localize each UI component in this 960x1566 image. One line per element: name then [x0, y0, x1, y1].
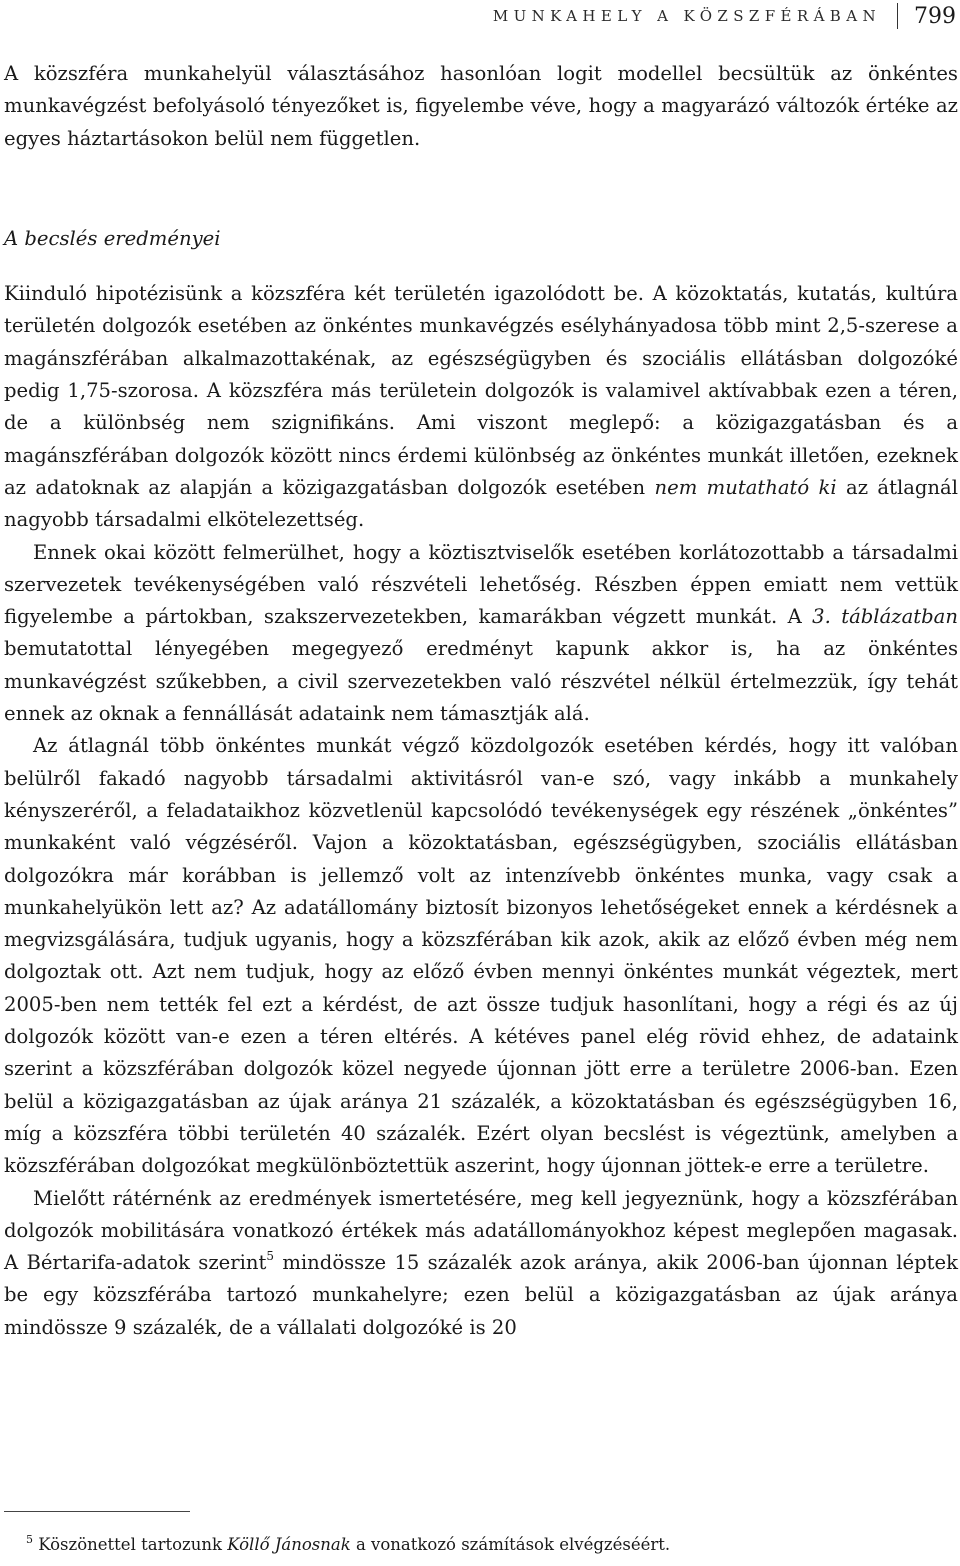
running-title: MUNKAHELY A KÖZSZFÉRÁBAN [492, 7, 881, 25]
section-heading: A becslés eredményei [4, 226, 221, 250]
body-text [4, 58, 958, 1344]
footnote [26, 1534, 670, 1556]
footnote-reference: 5 [266, 1249, 275, 1264]
paragraph-3-text: Ennek okai között felmerülhet, hogy a köztisztviselők esetében korlátozottabb a társadalmi szervezetek tevékenységében való részvételi lehetőség. Részben éppen emiatt nem vettük figyelembe a pártokban, szakszervezetekben, kamarákban végzett munkát. A [4, 540, 958, 629]
paragraph-2-text-end: az átlagnál nagyobb társadalmi elkötelezettség. [4, 475, 958, 532]
paragraph-3-text-end: bemutatottal lényegében megegyező eredményt kapunk akkor is, ha az önkéntes munkavégzést szűkebben, a civil szervezetekben való részvétel nélkül értelmezzük, így tehát ennek az oknak a fennállását adataink nem támasztják alá. [4, 637, 958, 726]
paragraph-5-text: Mielőtt rátérnénk az eredmények ismertetésére, meg kell jegyeznünk, hogy a közszférában dolgozók mobilitására vonatkozó értékek más adatállományokhoz képest meglepően magasak. A Bértarifa-adatok szerint [4, 1186, 958, 1275]
paragraph-1: A közszféra munkahelyül választásához hasonlóan logit modellel becsültük az önkéntes munkavégzést befolyásoló tényezőket is, figyelembe véve, hogy a magyarázó változók értéke az egyes háztartásokon belül nem független. [4, 62, 958, 150]
footnote-name: Köllő Jánosnak [227, 1535, 351, 1554]
running-header [493, 4, 956, 28]
paragraph-2-emphasis: nem mutatható ki [654, 475, 837, 499]
paragraph-5-text-end: mindössze 15 százalék azok aránya, akik 2006-ban újonnan léptek be egy közszférába tartozó munkahelyre; ezen belül a közigazgatásban az újak aránya mindössze 9 százalék, de a vállalati dolgozóké is 20 [4, 1251, 958, 1339]
paragraph-2 [4, 278, 958, 536]
paragraph-5 [4, 1183, 958, 1344]
paragraph-4: Az átlagnál több önkéntes munkát végző közdolgozók esetében kérdés, hogy itt valóban belülről fakadó nagyobb társadalmi aktivitásról van-e szó, vagy inkább a munkahely kényszeréről, a feladataikhoz közvetlenül kapcsolódó tevékenységek egy részének „önkéntes” munkaként való végzéséről. Vajon a közoktatásban, egészségügyben, szociális ellátásban dolgozókra már korábban is jellemző volt az intenzívebb önkéntes munka, vagy csak a munkahelyükön lett az? Az adatállomány biztosít bizonyos lehetőségeket ennek a kérdésnek a megvizsgálására, tudjuk ugyanis, hogy a közszférában kik azok, akik az előző évben még nem dolgoztak ott. Azt nem tudjuk, hogy az előző évben mennyi önkéntes munkát végeztek, mert 2005-ben nem tették fel ezt a kérdést, de azt össze tudjuk hasonlítani, hogy a régi és az új dolgozók között van-e ezen a téren eltérés. A kétéves panel elég rövid ehhez, de adataink szerint a közszférában dolgozók közel negyede újonnan jött erre a területre 2006-ban. Ezen belül a közigazgatásban az újak aránya 21 százalék, a közoktatásban és egészségügyben 16, míg a közszféra többi területén 40 százalék. Ezért olyan becslést is végeztünk, amelyben a közszférában dolgozókat megkülönböztettük aszerint, hogy újonnan jöttek-e erre a területre. [4, 734, 958, 1178]
paragraph-2-text: Kiinduló hipotézisünk a közszféra két területén igazolódott be. A közoktatás, kutatás, kultúra területén dolgozók esetében az önkéntes munkavégzés esélyhányadosa több mint 2,5-szerese a magánszférában alkalmazottakénak, az egészségügyben és szociális ellátásban dolgozóké pedig 1,75-szorosa. A közszféra más területein dolgozók is valamivel aktívabbak ezen a téren, de a különbség nem szignifikáns. Ami viszont meglepő: a közigazgatásban és a magánszférában dolgozók között nincs érdemi különbség az önkéntes munkát illetően, ezeknek az adatoknak az alapján a közigazgatásban dolgozók esetében [4, 282, 958, 499]
footnote-separator [4, 1511, 190, 1512]
page-number: 799 [914, 3, 956, 29]
footnote-text: Köszönettel tartozunk [33, 1535, 228, 1554]
footnote-marker: 5 [26, 1533, 33, 1546]
paragraph-3 [4, 537, 958, 731]
table-reference: 3. táblázatban [812, 605, 958, 629]
footnote-text-end: a vonatkozó számítások elvégzéséért. [350, 1535, 671, 1554]
